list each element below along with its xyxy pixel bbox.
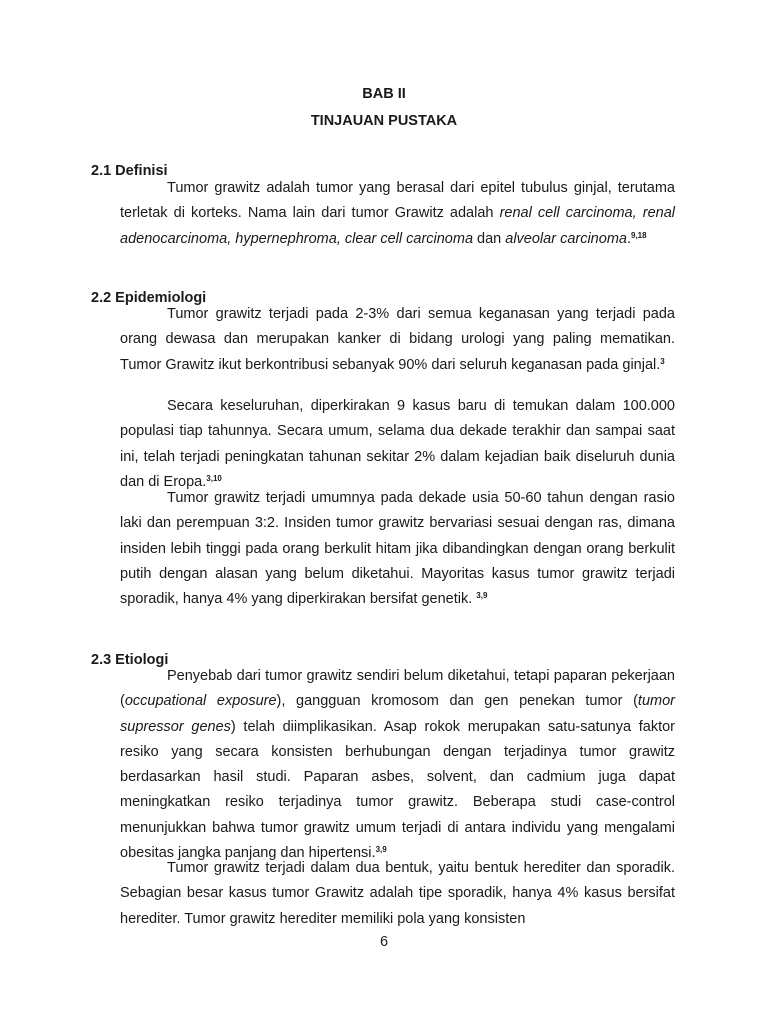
paragraph-text: Penyebab dari tumor grawitz sendiri belum diketahui, tetapi paparan pekerjaan ( <box>120 668 675 710</box>
paragraph-text: . <box>626 230 631 247</box>
paragraph-text: Tumor grawitz terjadi umumnya pada dekade usia 50-60 tahun dengan rasio laki dan perempuan 3:2. Insiden tumor grawitz bervariasi sesuai dengan ras, dimana insiden lebih tinggi pada orang berkulit hitam jika dibandingkan dengan orang berkulit putih dengan alasan yang belum diketahui. Mayoritas kasus tumor grawitz terjadi sporadik, hanya 4% yang diperkirakan bersifat genetik. <box>120 490 675 608</box>
paragraph-text: Tumor grawitz terjadi dalam dua bentuk, yaitu bentuk herediter dan sporadik. Sebagian besar kasus tumor Grawitz adalah tipe sporadik, hanya 4% kasus bersifat herediter. Tumor grawitz herediter memiliki pola yang konsisten <box>120 860 675 927</box>
italic-term: occupational exposure <box>124 693 277 710</box>
page-number: 6 <box>379 934 389 950</box>
citation-ref: 3,10 <box>206 473 222 483</box>
paragraph-text: Tumor grawitz adalah tumor yang berasal dari epitel tubulus ginjal, terutama terletak di korteks. Nama lain dari tumor Grawitz adalah <box>120 180 675 222</box>
paragraph-text: Secara keseluruhan, diperkirakan 9 kasus baru di temukan dalam 100.000 populasi tiap tahunnya. Secara umum, selama dua dekade terakhir dan sampai saat ini, telah terjadi peningkatan tahunan sekitar 2% dalam kejadian baik diseluruh dunia dan di Eropa. <box>120 398 675 490</box>
section-heading-definisi: 2.1 Definisi <box>91 163 168 179</box>
paragraph-epidemiologi-2 <box>120 394 675 495</box>
paragraph-etiologi-2 <box>120 856 675 932</box>
paragraph-etiologi-1 <box>120 664 675 866</box>
chapter-title: TINJAUAN PUSTAKA <box>310 113 458 129</box>
paragraph-text: Tumor grawitz terjadi pada 2-3% dari semua keganasan yang terjadi pada orang dewasa dan merupakan kanker di bidang urologi yang paling mematikan. Tumor Grawitz ikut berkontribusi sebanyak 90% dari seluruh keganasan pada ginjal. <box>120 306 675 373</box>
chapter-label: BAB II <box>362 86 406 102</box>
section-heading-etiologi: 2.3 Etiologi <box>91 652 169 668</box>
section-heading-epidemiologi: 2.2 Epidemiologi <box>91 290 207 306</box>
paragraph-text: ), gangguan kromosom dan gen penekan tumor ( <box>276 693 638 710</box>
italic-term: tumor supressor genes <box>120 693 675 735</box>
italic-term: renal cell carcinoma, renal adenocarcinoma, hypernephroma, clear cell carcinoma <box>120 205 675 247</box>
paragraph-text: ) telah diimplikasikan. Asap rokok merupakan satu-satunya faktor resiko yang secara konsisten berhubungan dengan terjadinya tumor grawitz berdasarkan hasil studi. Paparan asbes, solvent, dan cadmium juga dapat meningkatkan resiko terjadinya tumor grawitz. Beberapa studi case-control menunjukkan bahwa tumor grawitz umum terjadi di antara individu yang mengalami obesitas jangka panjang dan hipertensi. <box>120 718 675 862</box>
paragraph-epidemiologi-1 <box>120 302 675 378</box>
paragraph-text: dan <box>473 230 506 247</box>
paragraph-definisi <box>120 176 675 252</box>
citation-ref: 3,9 <box>476 591 488 601</box>
citation-ref: 3 <box>660 356 665 366</box>
citation-ref: 9,18 <box>631 230 647 240</box>
italic-term: alveolar carcinoma <box>505 230 627 247</box>
citation-ref: 3,9 <box>375 845 387 855</box>
paragraph-epidemiologi-3 <box>120 486 675 612</box>
